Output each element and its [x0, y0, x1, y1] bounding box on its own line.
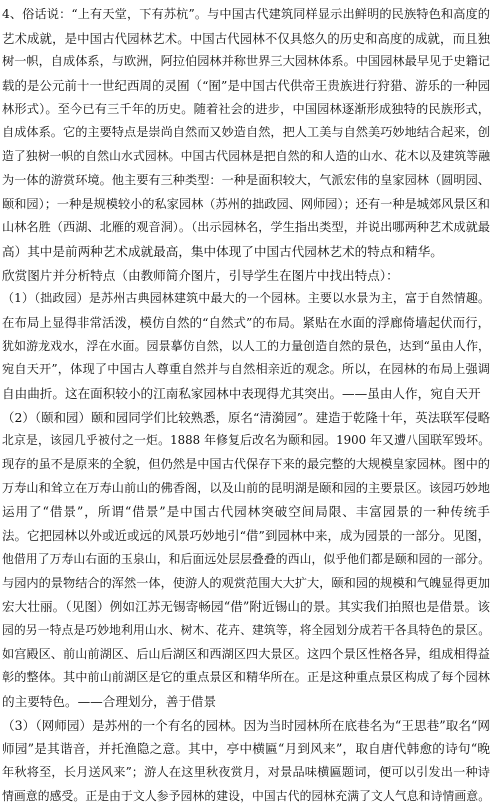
text-line: 现存的虽不是原来的全貌，但仍然是中国古代保存下来的最完整的大规模皇家园林。图中的: [2, 457, 490, 472]
text-line: 法。它把园林以外或近或远的风景巧妙地引“借”到园林中来，成为园景的一部分。见图，: [2, 528, 490, 544]
text-line: 宛自天开”，体现了中国古人尊重自然并与自然相亲近的观念。所以，在园林的布局上强调: [2, 362, 490, 377]
text-line: 如宫殿区、前山前湖区、后山后湖区和西湖区四大景区。这四个景区性格各异，组成相得益: [2, 646, 490, 661]
text-line: 艺术成就，是中国古代园林艺术。中国古代园林不仅具悠久的历史和高度的成就，而且独: [2, 30, 490, 46]
text-line: 高）其中是前两种艺术成就最高，集中体现了中国古代园林艺术的特点和精华。: [2, 243, 443, 259]
text-line: 园的另一特点是巧妙地利用山水、树木、花卉、建筑等，将全园划分成若干各具特色的景区。: [2, 622, 490, 637]
text-line: 彰的整体。其中前山前湖区是它的重点景区和精华所在。正是这种重点景区构成了每个园林: [2, 670, 490, 685]
text-line: 载的是公元前十一世纪西周的灵囿（“囿”是中国古代供帝王贵族进行狩猎、游乐的一种园: [2, 78, 490, 94]
text-line: 运用了“借景”，所谓“借景”是中国古代园林突破空间局限、丰富园景的一种传统手: [2, 504, 490, 520]
text-line: （3）（网师园）是苏州的一个有名的园林。因为当时园林所在底巷名为“王思巷”取名“网: [2, 717, 490, 733]
text-line: 颐和园）；一种是规模较小的私家园林（苏州的拙政园、网师园）；还有一种是城郊风景区和: [2, 196, 490, 211]
section-heading: 欣赏图片并分析特点（由教师简介图片，引导学生在图片中找出特点）：: [2, 267, 399, 283]
text-line: 树一帜，自成体系，与欧洲，阿拉伯园林并称世界三大园林体系。中国园林最早见于史籍记: [2, 54, 490, 69]
text-line: 师园”是其谐音，并托渔隐之意。其中，亭中横匾“月到风来”，取自唐代韩愈的诗句“晚: [2, 741, 490, 757]
text-line: 4、俗话说：“上有天堂，下有苏杭”。与中国古代建筑同样显示出鲜明的民族特色和高度的: [2, 7, 490, 21]
text-line: 林形式）。至今已有三千年的历史。随着社会的进步，中国园林逐渐形成独特的民族形式，: [2, 101, 490, 116]
text-line: 情画意的感受。正是由于文人参予园林的建设，中国古代的园林充满了文人气息和诗情画意。: [2, 788, 490, 803]
text-line: （1）（拙政园）是苏州古典园林建筑中最大的一个园林。主要以水景为主，富于自然情趣。: [2, 291, 490, 306]
text-line: 犹如游龙戏水，浮在水面。园景摹仿自然，以人工的力量创造自然的景色，达到“虽由人作，: [2, 338, 490, 353]
text-line: 与园内的景物结合的浑然一体，使游人的观赏范围大大扩大，颐和园的规模和气魄显得更加: [2, 575, 490, 590]
text-line: 在布局上显得非常活泼，模仿自然的“自然式”的布局。紧贴在水面的浮廊倚墙起伏而行，: [2, 314, 490, 330]
text-line: 年秋将至，长月送风来”；游人在这里秋夜赏月，对景品味横匾题词，便可以引发出一种诗: [2, 765, 490, 779]
text-line: 他借用了万寿山右面的玉泉山，和后面远处层层叠叠的西山，似乎他们都是颐和园的一部分。: [2, 551, 490, 566]
text-line: 自由曲折。这在面积较小的江南私家园林中表现得尤其突出。——虽由人作，宛自天开: [2, 386, 481, 401]
text-line: 的主要特色。——合理划分，善于借景: [2, 693, 217, 709]
text-line: 北京是，该园几乎被付之一炬。1888 年修复后改名为颐和园。1900 年又遭八国联军毁坏。: [2, 433, 490, 448]
text-line: 自成体系。它的主要特点是崇尚自然而又妙造自然，把人工美与自然美巧妙地结合起来，创: [2, 125, 490, 140]
text-line: 为一体的游赏环境。他主要有三种类型：一种是面积较大，气派宏伟的皇家园林（圆明园、: [2, 172, 490, 187]
text-line: （2）（颐和园）颐和园同学们比较熟悉，原名“清漪园”。建造于乾隆十年，英法联军侵略: [2, 409, 490, 425]
text-line: 造了独树一帜的自然山水式园林。中国古代园林是把自然的和人造的山水、花木以及建筑等融: [2, 149, 490, 164]
text-line: 万寿山和耸立在万寿山前山的佛香阁，以及山前的昆明湖是颐和园的主要景区。该园巧妙地: [2, 480, 490, 495]
text-line: 山林名胜（西湖、北雁的观音洞）。（出示园林名，学生指出类型，并说出哪两种艺术成就最: [2, 220, 490, 235]
text-line: 宏大壮丽。（见图）例如江苏无锡寄畅园“借”附近锡山的景。其实我们拍照也是借景。该: [2, 599, 490, 615]
